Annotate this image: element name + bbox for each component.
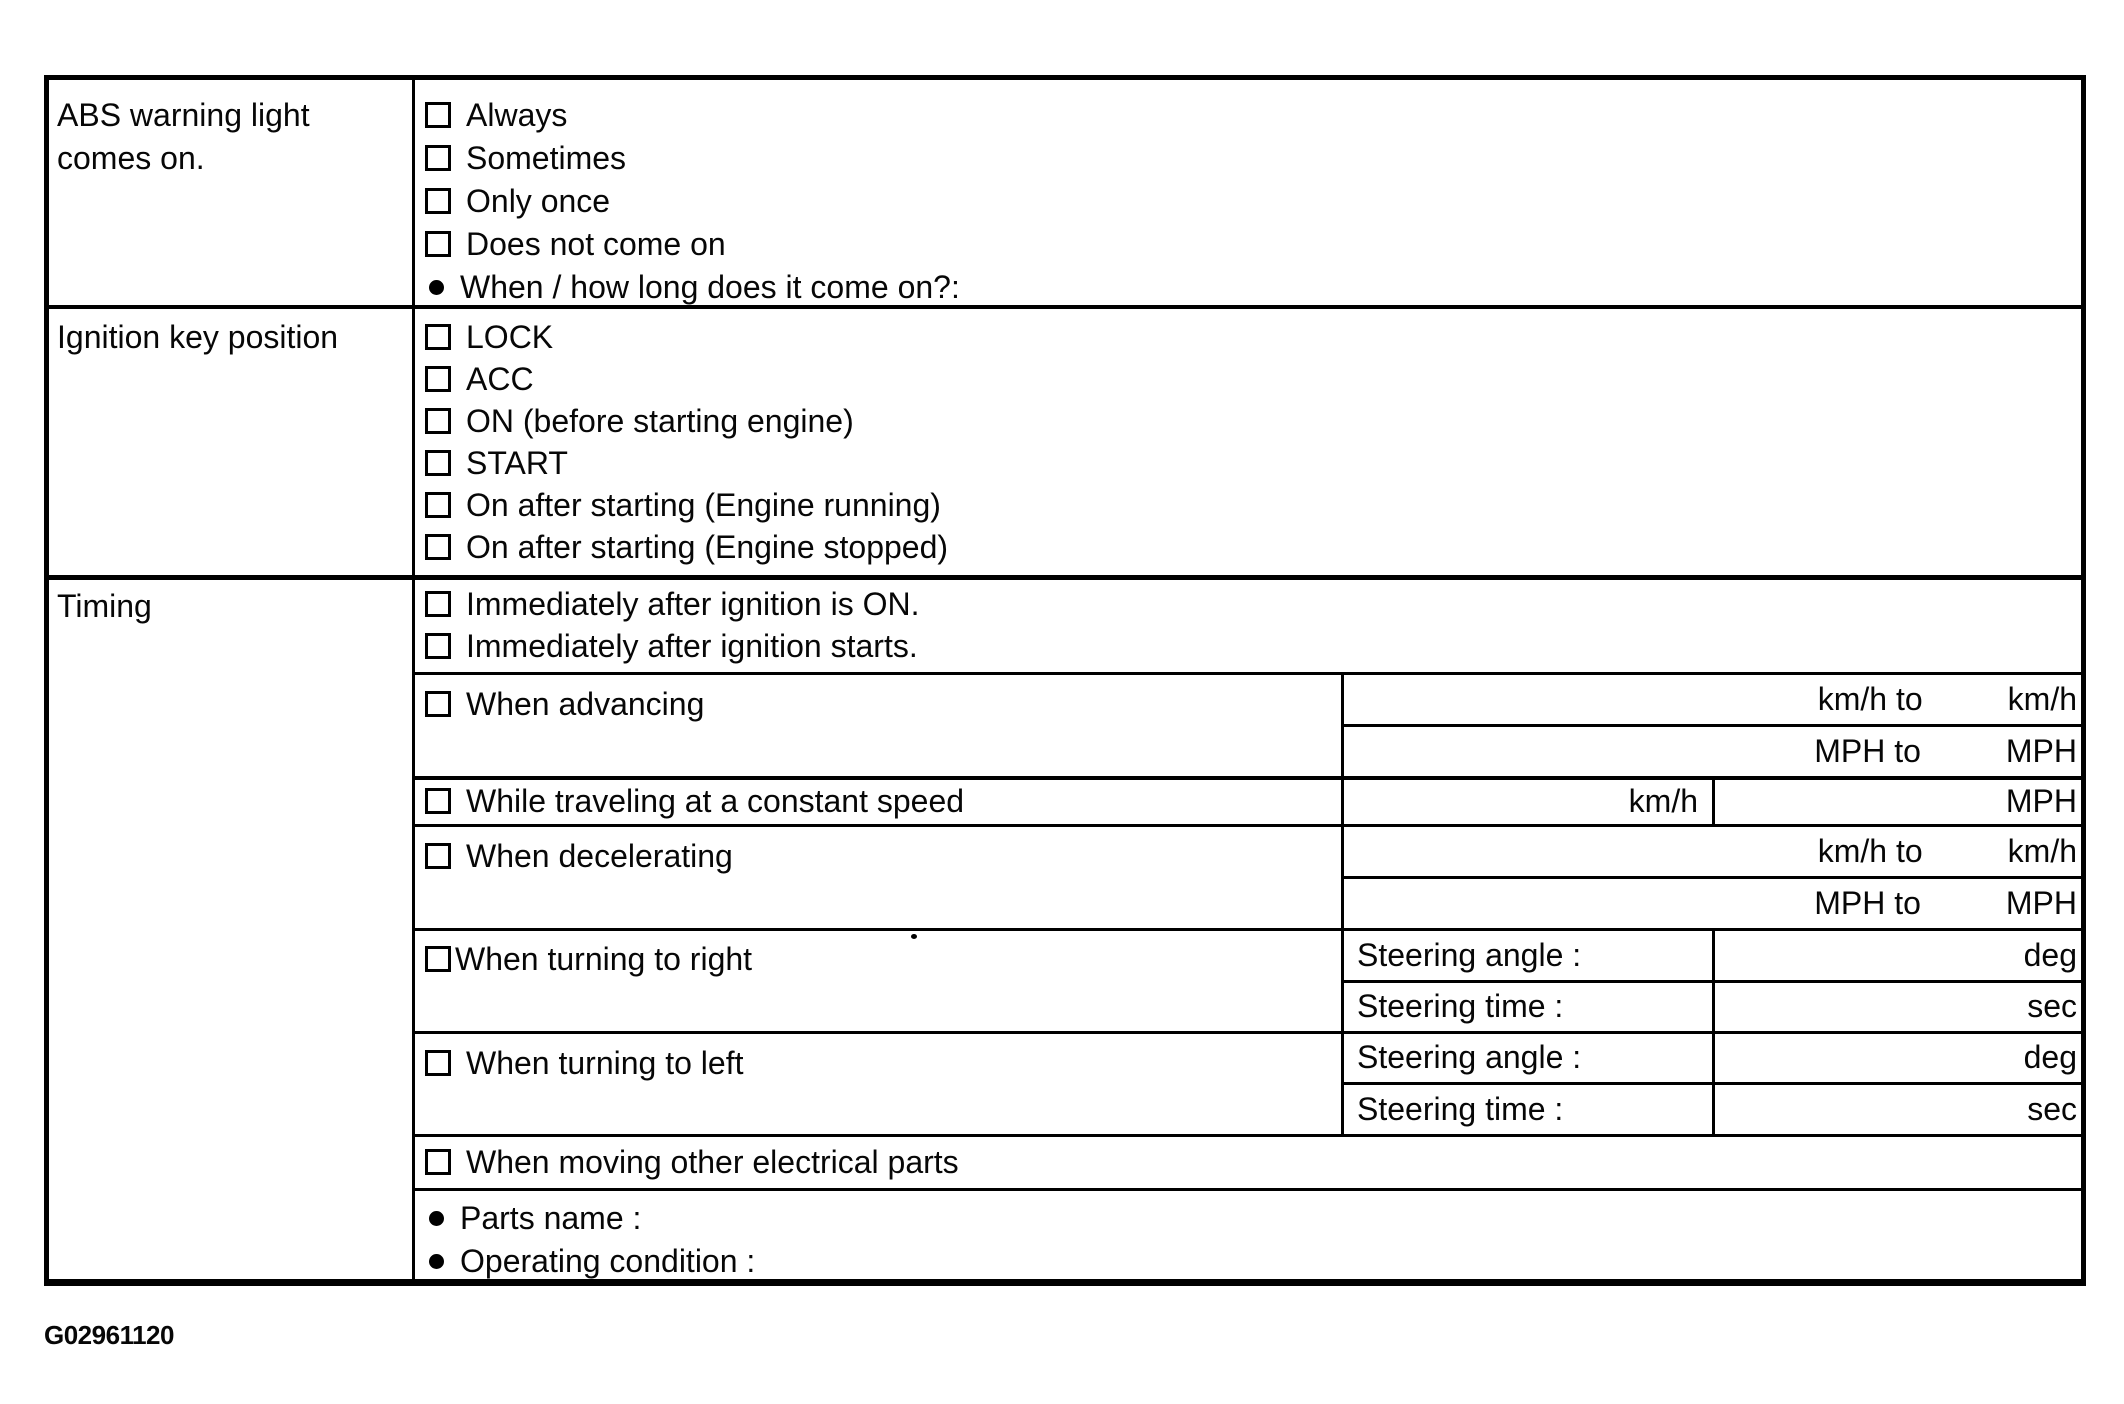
bullet-icon — [429, 1211, 444, 1226]
constant-speed-checkbox[interactable] — [425, 788, 451, 814]
unit-label: MPH — [2005, 782, 2077, 819]
option-acc — [425, 357, 534, 401]
divider — [412, 1188, 2086, 1191]
option-turning-right — [425, 937, 752, 981]
turning-right-checkbox[interactable] — [425, 946, 451, 972]
option-label: ACC — [466, 360, 534, 397]
option-label: START — [466, 444, 568, 481]
row-divider — [44, 575, 2086, 580]
row-divider — [44, 305, 2086, 309]
option-label: Sometimes — [466, 139, 627, 176]
unit-label: MPH — [2005, 732, 2077, 769]
when-decelerating-checkbox[interactable] — [425, 843, 451, 869]
advancing-kmh-range-cell — [1341, 677, 2077, 721]
table-border-bottom — [44, 1279, 2086, 1286]
divider — [1341, 724, 2086, 727]
option-label: While traveling at a constant speed — [466, 782, 965, 819]
option-label: When decelerating — [466, 837, 733, 874]
parts-name-prompt — [429, 1196, 641, 1240]
option-constant-speed — [425, 779, 964, 823]
operating-condition-prompt — [429, 1239, 755, 1283]
option-turning-left — [425, 1041, 743, 1085]
unit-label: MPH — [2005, 884, 2077, 921]
start-checkbox[interactable] — [425, 450, 451, 476]
scan-artifact-dot — [911, 934, 917, 939]
option-label: On after starting (Engine stopped) — [466, 528, 949, 565]
bullet-icon — [429, 280, 444, 295]
decelerating-kmh-range-cell — [1341, 829, 2077, 873]
immediately-ignition-on-checkbox[interactable] — [425, 591, 451, 617]
decelerating-mph-range-cell — [1341, 881, 2077, 925]
unit-label: km/h to — [1817, 832, 1923, 869]
unit-label: sec — [2027, 1090, 2077, 1127]
constant-speed-kmh-cell — [1341, 779, 1698, 823]
does-not-come-on-checkbox[interactable] — [425, 231, 451, 257]
on-before-starting-checkbox[interactable] — [425, 408, 451, 434]
option-always — [425, 93, 567, 137]
option-on-after-starting-running — [425, 483, 941, 527]
when-advancing-checkbox[interactable] — [425, 691, 451, 717]
option-label: Only once — [466, 182, 611, 219]
unit-label: km/h — [2007, 832, 2077, 869]
option-on-after-starting-stopped — [425, 525, 948, 569]
option-label: When moving other electrical parts — [466, 1143, 959, 1180]
turning-right-angle-label-cell: Steering angle : — [1357, 936, 1582, 973]
unit-label: MPH to — [1814, 732, 1921, 769]
option-label: When advancing — [466, 685, 705, 722]
divider — [412, 1134, 2086, 1137]
option-label: Immediately after ignition is ON. — [466, 585, 920, 622]
other-electrical-checkbox[interactable] — [425, 1149, 451, 1175]
turning-left-time-unit-cell — [1712, 1087, 2077, 1131]
option-lock — [425, 315, 553, 359]
prompt-label: Parts name : — [460, 1199, 642, 1236]
prompt-label: Operating condition : — [460, 1242, 756, 1279]
constant-speed-mph-cell — [1712, 779, 2077, 823]
on-after-starting-running-checkbox[interactable] — [425, 492, 451, 518]
option-label: LOCK — [466, 318, 554, 355]
always-checkbox[interactable] — [425, 102, 451, 128]
ignition-row-label: Ignition key position — [57, 318, 339, 355]
unit-label: deg — [2023, 936, 2077, 973]
only-once-checkbox[interactable] — [425, 188, 451, 214]
divider — [412, 824, 2086, 827]
advancing-mph-range-cell — [1341, 729, 2077, 773]
figure-id: G02961120 — [44, 1319, 174, 1350]
table-border-left — [44, 75, 49, 1286]
label-column-divider — [412, 75, 415, 1279]
option-does-not-come-on — [425, 222, 726, 266]
option-label: Does not come on — [466, 225, 726, 262]
abs-row-label-line1: ABS warning light — [57, 96, 310, 133]
turning-right-time-unit-cell — [1712, 984, 2077, 1028]
unit-label: sec — [2027, 987, 2077, 1024]
unit-label: deg — [2023, 1038, 2077, 1075]
bullet-icon — [429, 1254, 444, 1269]
divider — [412, 1031, 2086, 1034]
turning-right-angle-unit-cell — [1712, 933, 2077, 977]
option-when-advancing — [425, 682, 704, 726]
divider — [1341, 876, 2086, 879]
option-only-once — [425, 179, 610, 223]
option-label: Immediately after ignition starts. — [466, 627, 918, 664]
option-sometimes — [425, 136, 626, 180]
option-immediately-ignition-starts — [425, 624, 918, 668]
sometimes-checkbox[interactable] — [425, 145, 451, 171]
timing-row-label: Timing — [57, 587, 152, 624]
turning-left-time-label-cell: Steering time : — [1357, 1090, 1564, 1127]
unit-label: MPH to — [1814, 884, 1921, 921]
option-label: Always — [466, 96, 568, 133]
option-on-before-starting — [425, 399, 854, 443]
unit-label: km/h — [1628, 782, 1698, 819]
option-label: When turning to right — [455, 940, 753, 977]
unit-label: km/h — [2007, 680, 2077, 717]
on-after-starting-stopped-checkbox[interactable] — [425, 534, 451, 560]
turning-left-angle-unit-cell — [1712, 1035, 2077, 1079]
acc-checkbox[interactable] — [425, 366, 451, 392]
unit-label: km/h to — [1817, 680, 1923, 717]
lock-checkbox[interactable] — [425, 324, 451, 350]
immediately-ignition-starts-checkbox[interactable] — [425, 633, 451, 659]
abs-row-label-line2: comes on. — [57, 139, 205, 176]
table-border-right — [2081, 75, 2086, 1286]
option-label: ON (before starting engine) — [466, 402, 854, 439]
option-when-decelerating — [425, 834, 733, 878]
option-start — [425, 441, 568, 485]
option-label: When turning to left — [466, 1044, 744, 1081]
when-how-long-prompt — [429, 265, 960, 309]
option-label: On after starting (Engine running) — [466, 486, 941, 523]
turning-left-checkbox[interactable] — [425, 1050, 451, 1076]
turning-left-angle-label-cell: Steering angle : — [1357, 1038, 1582, 1075]
prompt-label: When / how long does it come on?: — [460, 268, 960, 305]
turning-right-time-label-cell: Steering time : — [1357, 987, 1564, 1024]
divider — [412, 672, 2086, 675]
option-other-electrical — [425, 1140, 959, 1184]
table-border-top — [44, 75, 2086, 80]
divider — [412, 928, 2086, 931]
option-immediately-ignition-on — [425, 582, 920, 626]
